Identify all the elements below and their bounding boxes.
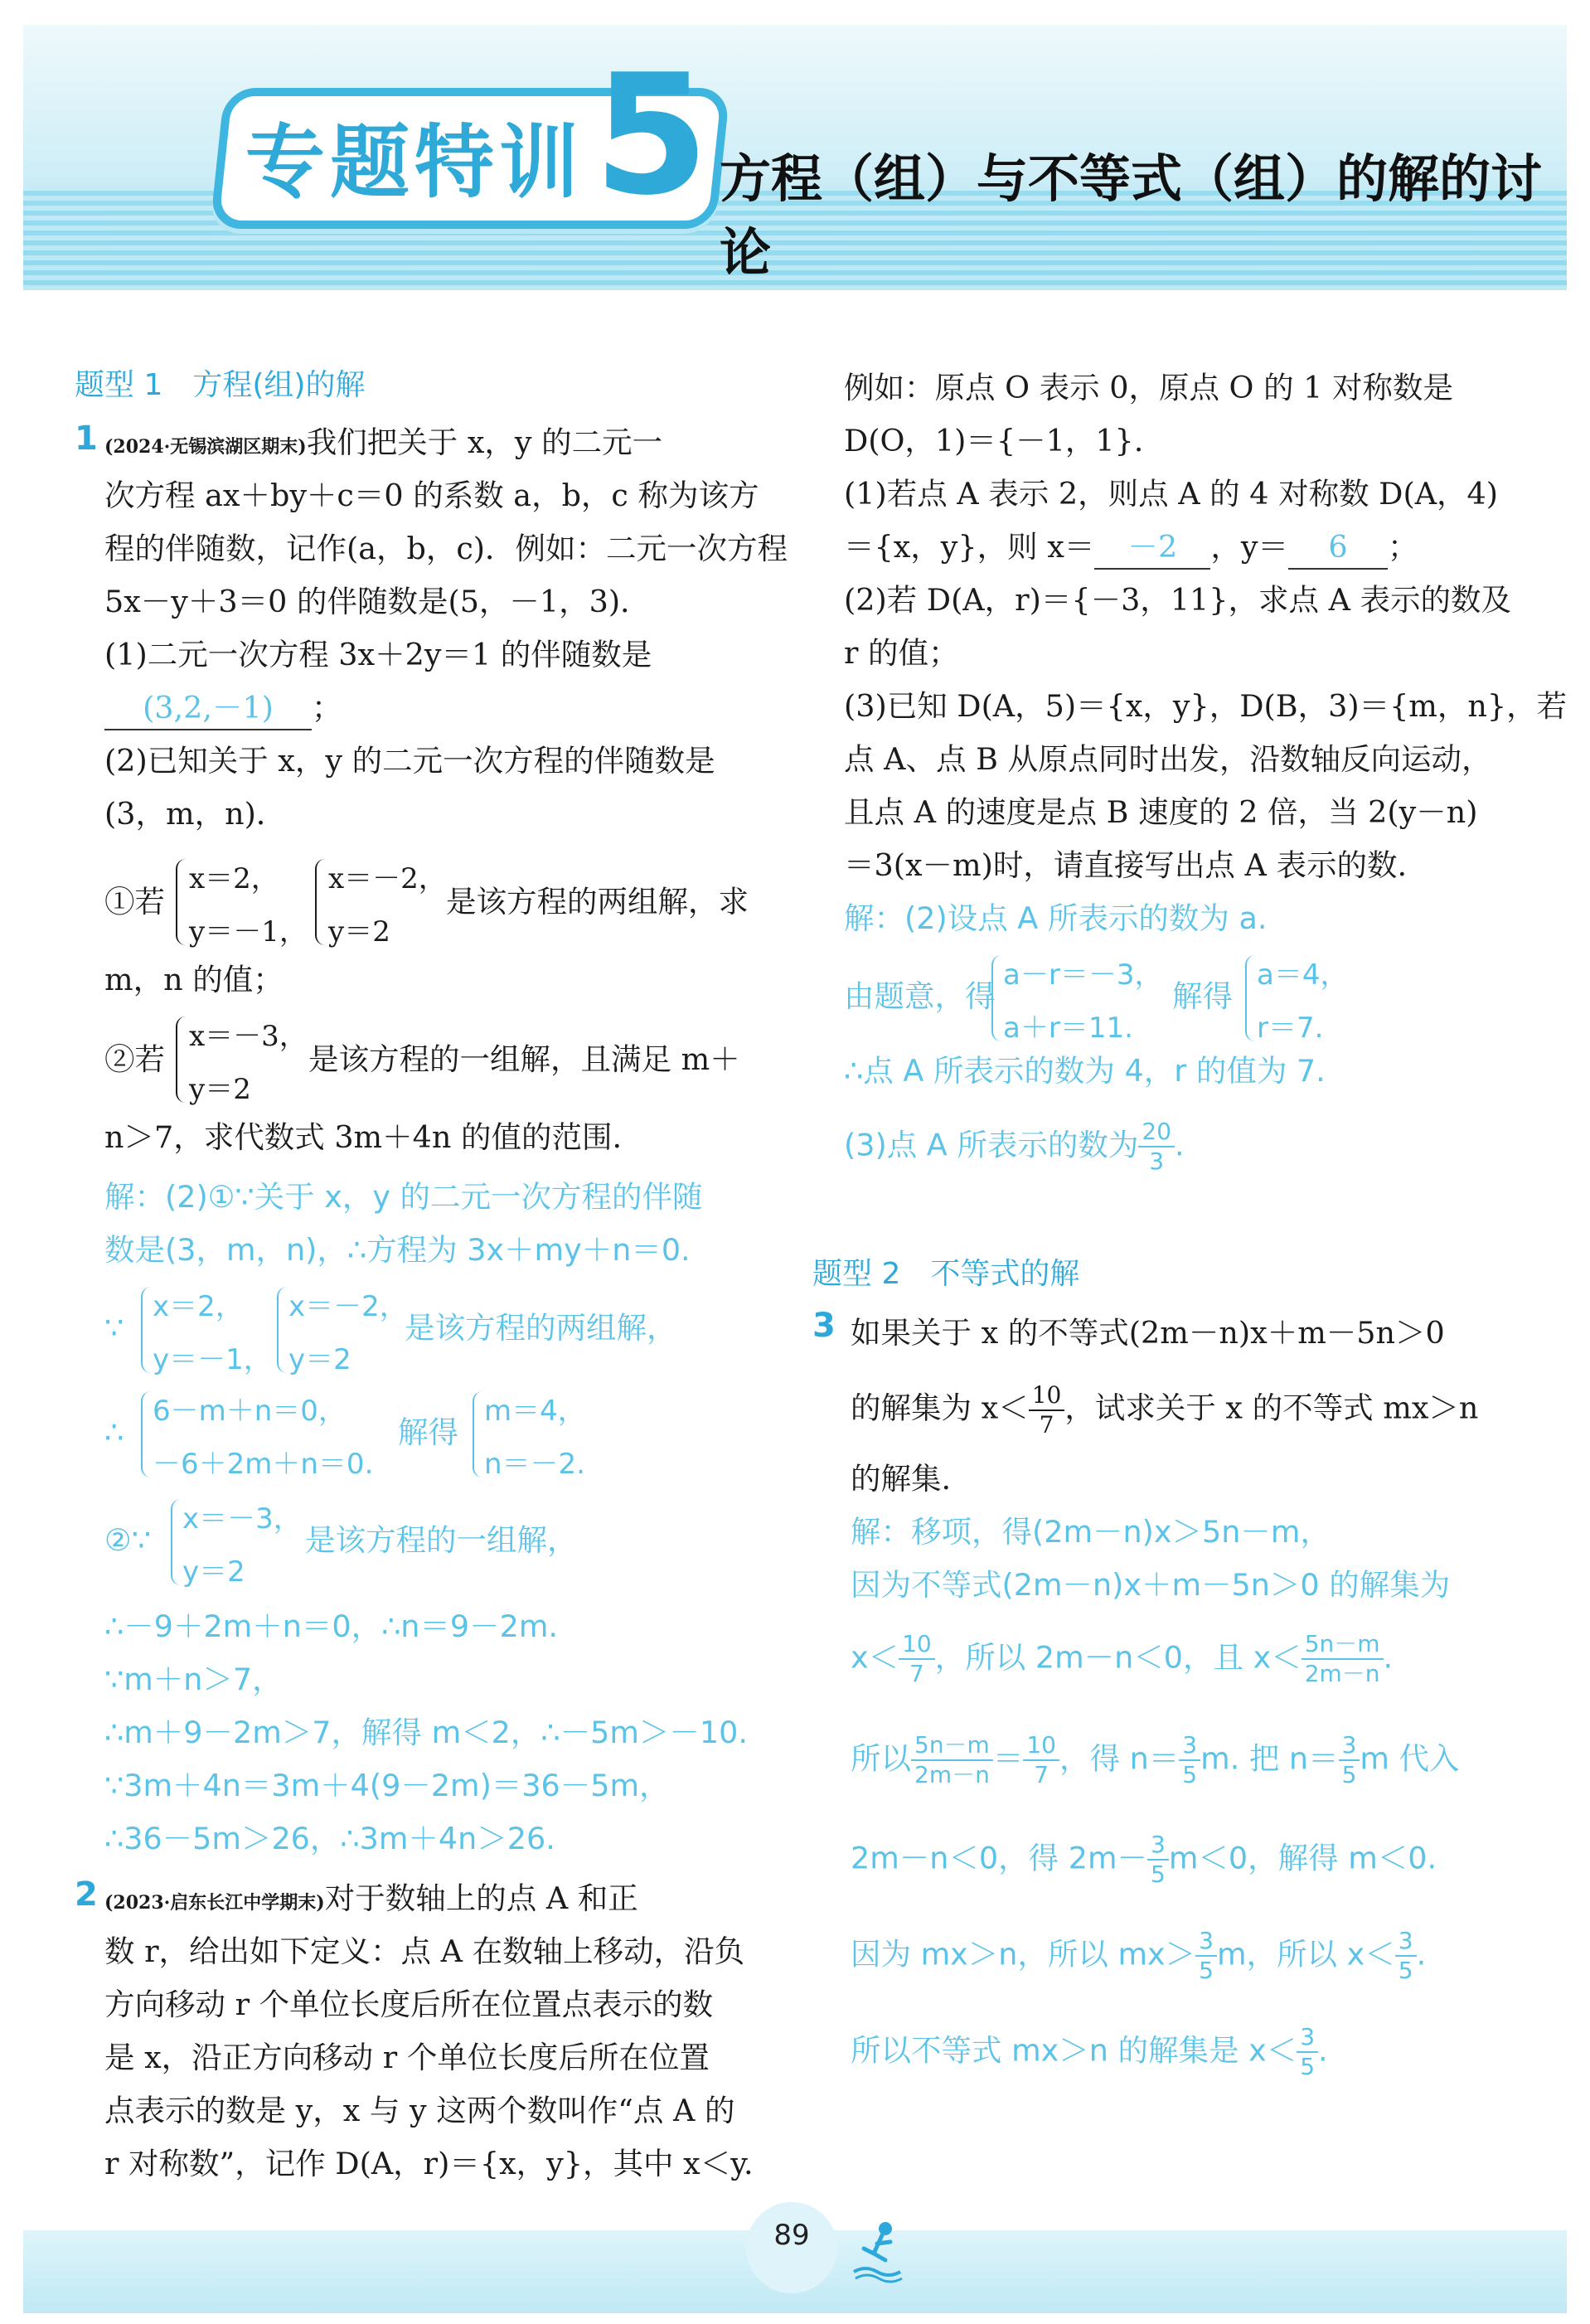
q1-solution-7: ∵m＋n＞7， bbox=[104, 1662, 283, 1697]
answer-blank-x: －2 bbox=[1094, 526, 1210, 570]
text: ，所以 2m－n＜0，且 x＜ bbox=[934, 1639, 1302, 1676]
p2-sys-a: x＝－3， bbox=[189, 1020, 308, 1053]
p1-sys1-a: x＝2， bbox=[189, 862, 279, 895]
denominator: 7 bbox=[909, 1660, 924, 1687]
s4-mid: 解得 bbox=[398, 1414, 458, 1450]
q1-line-2: 次方程 ax＋by＋c＝0 的系数 a，b，c 称为该方 bbox=[104, 478, 759, 513]
text: . bbox=[1318, 2032, 1328, 2069]
fraction bbox=[1147, 1831, 1169, 1889]
text: ，y＝ bbox=[1210, 529, 1288, 565]
s3-suffix: 是该方程的两组解， bbox=[405, 1310, 677, 1346]
numerator: 3 bbox=[1297, 2023, 1318, 2053]
q1-line-10: n＞7，求代数式 3m＋4n 的值的范围. bbox=[104, 1119, 623, 1155]
q1-solution-9: ∵3m＋4n＝3m＋4(9－2m)＝36－5m， bbox=[104, 1768, 670, 1803]
text: . bbox=[1383, 1639, 1394, 1676]
section-heading-2: 题型 2 不等式的解 bbox=[812, 1257, 1080, 1291]
s2-d: r＝7. bbox=[1257, 1012, 1324, 1045]
text: ＝ bbox=[992, 1740, 1024, 1777]
q2-line-1 bbox=[104, 1872, 638, 1929]
q2-text: 对于数轴上的点 A 和正 bbox=[324, 1880, 638, 1916]
fraction bbox=[1339, 1731, 1360, 1789]
brace bbox=[277, 1287, 287, 1373]
numerator: 10 bbox=[1023, 1731, 1059, 1761]
s2-a: a－r＝－3， bbox=[1003, 958, 1163, 992]
page-number: 89 bbox=[746, 2202, 837, 2293]
brace bbox=[1245, 955, 1255, 1041]
fraction bbox=[899, 1630, 935, 1688]
q2-line-5: 点表示的数是 y，x 与 y 这两个数叫作“点 A 的 bbox=[104, 2093, 735, 2128]
numerator: 20 bbox=[1138, 1118, 1175, 1147]
numerator: 3 bbox=[1195, 1927, 1217, 1957]
runner-icon bbox=[849, 2217, 907, 2283]
s5-prefix: ②∵ bbox=[104, 1522, 151, 1558]
question-number-2: 2 bbox=[75, 1875, 98, 1914]
q1-text: 我们把关于 x，y 的二元一 bbox=[306, 425, 663, 460]
q3-solution-4 bbox=[851, 1731, 1460, 1789]
q2c-line-6: r 的值； bbox=[844, 635, 959, 671]
numerator: 3 bbox=[1339, 1731, 1360, 1761]
q1-solution-2: 数是(3，m，n)，∴方程为 3x＋my＋n＝0. bbox=[104, 1232, 691, 1268]
q3-solution-1: 解：移项，得(2m－n)x＞5n－m， bbox=[851, 1514, 1331, 1550]
q2c-line-9: 且点 A 的速度是点 B 速度的 2 倍，当 2(y－n) bbox=[844, 794, 1478, 830]
s4-d: n＝－2. bbox=[484, 1448, 585, 1481]
fraction bbox=[1395, 1927, 1417, 1985]
badge-text: 专题特训 bbox=[245, 116, 584, 209]
brace bbox=[141, 1391, 151, 1477]
numerator: 10 bbox=[1029, 1381, 1065, 1411]
q1-solution-6: ∴－9＋2m＋n＝0，∴n＝9－2m. bbox=[104, 1608, 559, 1644]
s4-c: m＝4， bbox=[484, 1395, 586, 1428]
p2-sys-b: y＝2 bbox=[189, 1073, 251, 1106]
text: ＝{x，y}，则 x＝ bbox=[844, 529, 1095, 565]
brace bbox=[141, 1287, 151, 1373]
denominator: 5 bbox=[1300, 2053, 1316, 2080]
text: 的解集为 x＜ bbox=[851, 1390, 1029, 1426]
text: . bbox=[1416, 1936, 1427, 1972]
p1-suffix: 是该方程的两组解，求 bbox=[446, 884, 749, 919]
q3-line-3: 的解集. bbox=[851, 1461, 952, 1497]
q1-line-9: m，n 的值； bbox=[104, 962, 284, 997]
q2-line-2: 数 r，给出如下定义：点 A 在数轴上移动，沿负 bbox=[104, 1933, 745, 1969]
q2-solution-3: ∴点 A 所表示的数为 4，r 的值为 7. bbox=[844, 1053, 1326, 1089]
text: 所以 bbox=[851, 1740, 911, 1777]
question-number-3: 3 bbox=[812, 1307, 836, 1345]
q2c-line-5: (2)若 D(A，r)＝{－3，11}，求点 A 表示的数及 bbox=[844, 582, 1512, 618]
p1-prefix: ①若 bbox=[104, 884, 165, 919]
text: x＜ bbox=[851, 1639, 899, 1676]
s3-b2: y＝2 bbox=[288, 1343, 351, 1376]
q3-line-2 bbox=[851, 1381, 1478, 1439]
q2c-line-3: (1)若点 A 表示 2，则点 A 的 4 对称数 D(A，4) bbox=[844, 476, 1499, 512]
p2-prefix: ②若 bbox=[104, 1041, 165, 1077]
q1-solution-3-prefix: ∵ bbox=[104, 1310, 124, 1346]
s4-prefix: ∴ bbox=[104, 1414, 124, 1450]
q2c-line-10: ＝3(x－m)时，请直接写出点 A 表示的数. bbox=[844, 847, 1408, 883]
denominator: 5 bbox=[1398, 1957, 1413, 1984]
text: ，得 n＝ bbox=[1059, 1740, 1180, 1777]
denominator: 5 bbox=[1182, 1761, 1198, 1788]
s3-a2: x＝－2， bbox=[288, 1290, 408, 1323]
q1-line-1 bbox=[104, 416, 662, 473]
denominator: 2m－n bbox=[1304, 1660, 1380, 1687]
q3-solution-5 bbox=[851, 1831, 1437, 1889]
brace bbox=[176, 859, 186, 945]
text: 2m－n＜0，得 2m－ bbox=[851, 1840, 1148, 1876]
denominator: 5 bbox=[1151, 1861, 1166, 1888]
p1-sys1-b: y＝－1， bbox=[189, 915, 308, 949]
text: m＜0，解得 m＜0. bbox=[1168, 1840, 1437, 1876]
text: . bbox=[1175, 1127, 1185, 1163]
q2-line-3: 方向移动 r 个单位长度后所在位置点表示的数 bbox=[104, 1987, 714, 2022]
q1-source: (2024·无锡滨湖区期末) bbox=[104, 436, 307, 458]
s5-a: x＝－3， bbox=[182, 1502, 302, 1536]
s3-b1: y＝－1， bbox=[153, 1343, 272, 1376]
text: ； bbox=[1387, 529, 1418, 565]
denominator: 5 bbox=[1199, 1957, 1214, 1984]
q1-solution-8: ∴m＋9－2m＞7，解得 m＜2，∴－5m＞－10. bbox=[104, 1715, 748, 1750]
p2-suffix: 是该方程的一组解，且满足 m＋ bbox=[308, 1041, 740, 1077]
q1-line-8: (3，m，n)． bbox=[104, 796, 287, 832]
s3-a1: x＝2， bbox=[153, 1290, 244, 1323]
q1-line-3: 程的伴随数，记作(a，b，c)．例如：二元一次方程 bbox=[104, 531, 788, 566]
q1-line-6 bbox=[104, 682, 342, 735]
p1-sys2-a: x＝－2， bbox=[328, 862, 447, 895]
text: m，所以 x＜ bbox=[1216, 1936, 1395, 1972]
fraction bbox=[1138, 1118, 1175, 1176]
denominator: 3 bbox=[1149, 1147, 1165, 1175]
s4-a: 6－m＋n＝0， bbox=[153, 1395, 347, 1428]
q2-source: (2023·启东长江中学期末) bbox=[104, 1892, 325, 1914]
brace bbox=[171, 1499, 181, 1585]
fraction bbox=[1195, 1927, 1217, 1985]
denominator: 7 bbox=[1034, 1761, 1049, 1788]
answer-blank-y: 6 bbox=[1288, 526, 1388, 570]
text: (3)点 A 所表示的数为 bbox=[844, 1127, 1139, 1163]
text: 因为 mx＞n，所以 mx＞ bbox=[851, 1936, 1196, 1972]
q1-solution-10: ∴36－5m＞26，∴3m＋4n＞26. bbox=[104, 1821, 555, 1856]
page-title: 方程（组）与不等式（组）的解的讨论 bbox=[720, 148, 1543, 283]
numerator: 3 bbox=[1147, 1831, 1169, 1861]
s5-b: y＝2 bbox=[182, 1555, 245, 1589]
q1-line-4: 5x－y＋3＝0 的伴随数是(5，－1，3)． bbox=[104, 584, 651, 619]
numerator: 5n－m bbox=[911, 1731, 993, 1761]
brace bbox=[473, 1391, 482, 1477]
q1-solution-1: 解：(2)①∵关于 x，y 的二元一次方程的伴随 bbox=[104, 1179, 703, 1215]
q2-line-4: 是 x，沿正方向移动 r 个单位长度后所在位置 bbox=[104, 2040, 710, 2075]
text: m 代入 bbox=[1360, 1740, 1460, 1777]
denominator: 7 bbox=[1039, 1411, 1054, 1439]
s2-c: a＝4， bbox=[1257, 958, 1349, 992]
fraction bbox=[911, 1731, 993, 1789]
section-heading-1: 题型 1 方程(组)的解 bbox=[75, 368, 366, 402]
fraction bbox=[1297, 2023, 1318, 2081]
fraction bbox=[1023, 1731, 1059, 1789]
q3-solution-3 bbox=[851, 1630, 1393, 1688]
q2-solution-2-prefix: 由题意，得 bbox=[844, 978, 996, 1014]
q1-line-7: (2)已知关于 x，y 的二元一次方程的伴随数是 bbox=[104, 743, 715, 779]
fraction bbox=[1302, 1630, 1384, 1688]
denominator: 2m－n bbox=[914, 1761, 990, 1788]
q2-solution-4 bbox=[844, 1118, 1185, 1176]
brace bbox=[176, 1016, 186, 1103]
q2c-line-7: (3)已知 D(A，5)＝{x，y}，D(B，3)＝{m，n}，若 bbox=[844, 688, 1568, 724]
q3-solution-6 bbox=[851, 1927, 1426, 1985]
q2c-line-2: D(O，1)＝{－1，1}. bbox=[844, 423, 1144, 458]
q2c-line-1: 例如：原点 O 表示 0，原点 O 的 1 对称数是 bbox=[844, 370, 1454, 405]
s4-b: －6＋2m＋n＝0. bbox=[153, 1448, 374, 1481]
text: 所以不等式 mx＞n 的解集是 x＜ bbox=[851, 2032, 1297, 2069]
q1-line-5: (1)二元一次方程 3x＋2y＝1 的伴随数是 bbox=[104, 637, 652, 672]
question-number-1: 1 bbox=[75, 420, 98, 458]
badge-number: 5 bbox=[594, 39, 710, 232]
fraction bbox=[1029, 1381, 1065, 1439]
numerator: 5n－m bbox=[1302, 1630, 1384, 1660]
fraction bbox=[1179, 1731, 1200, 1789]
denominator: 5 bbox=[1341, 1761, 1357, 1788]
q2-solution-1: 解：(2)设点 A 所表示的数为 a. bbox=[844, 900, 1268, 936]
answer-blank-1: (3,2,－1) bbox=[104, 687, 312, 730]
numerator: 3 bbox=[1179, 1731, 1200, 1761]
p1-sys2-b: y＝2 bbox=[328, 915, 390, 949]
numerator: 3 bbox=[1395, 1927, 1417, 1957]
q2c-line-4 bbox=[844, 521, 1418, 574]
s2-mid: 解得 bbox=[1172, 978, 1233, 1014]
text: m. 把 n＝ bbox=[1200, 1740, 1339, 1777]
brace bbox=[315, 859, 325, 945]
text: ，试求关于 x 的不等式 mx＞n bbox=[1064, 1390, 1479, 1426]
numerator: 10 bbox=[899, 1630, 935, 1660]
q2-line-6: r 对称数”，记作 D(A，r)＝{x，y}，其中 x＜y. bbox=[104, 2146, 754, 2181]
q3-solution-2: 因为不等式(2m－n)x＋m－5n＞0 的解集为 bbox=[851, 1567, 1451, 1603]
s2-b: a＋r＝11. bbox=[1003, 1012, 1133, 1045]
q3-line-1: 如果关于 x 的不等式(2m－n)x＋m－5n＞0 bbox=[851, 1315, 1445, 1351]
s5-suffix: 是该方程的一组解， bbox=[305, 1522, 578, 1558]
q2c-line-8: 点 A、点 B 从原点同时出发，沿数轴反向运动， bbox=[844, 741, 1492, 777]
semicolon: ； bbox=[312, 690, 342, 725]
brace bbox=[991, 955, 1001, 1041]
q3-solution-7 bbox=[851, 2023, 1328, 2081]
